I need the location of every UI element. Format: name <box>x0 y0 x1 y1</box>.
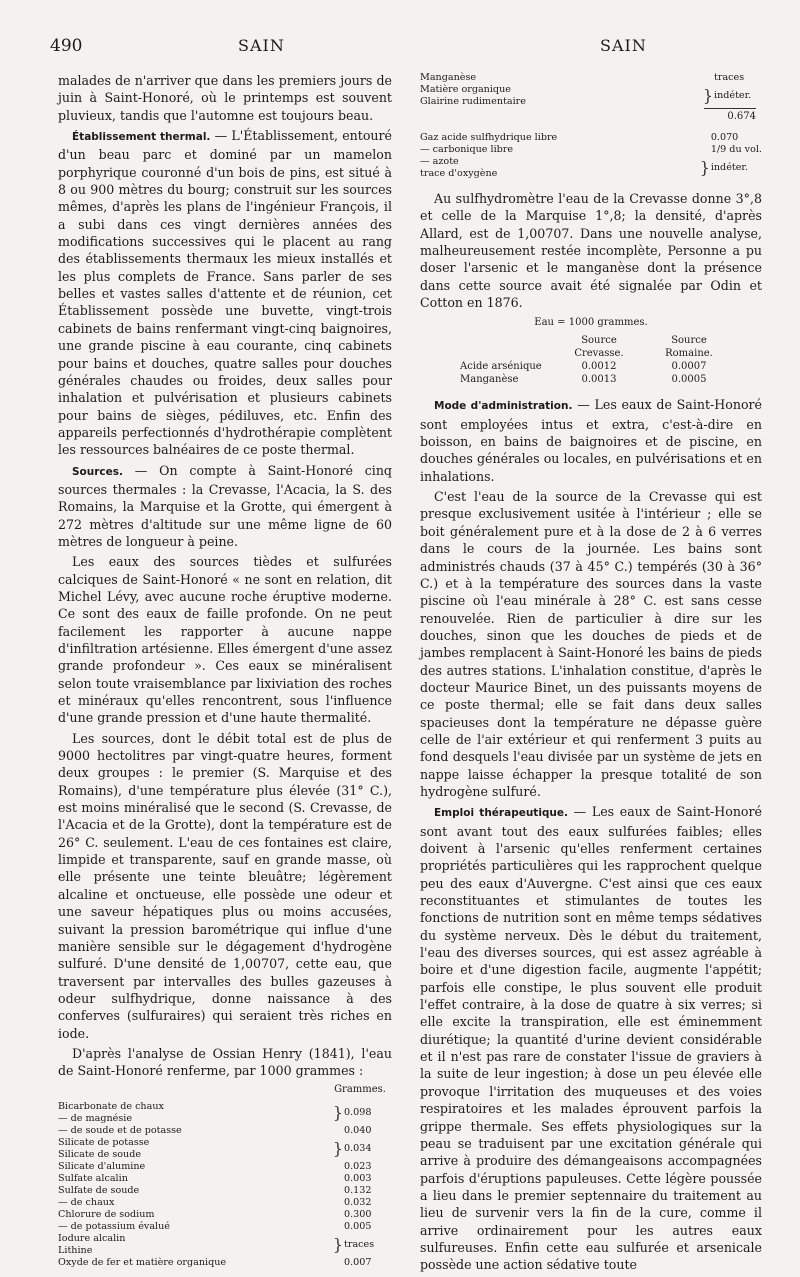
substance-value: 0.070 <box>710 132 739 143</box>
table-row <box>420 144 762 156</box>
text-etablissement: — L'Établissement, entouré d'un beau parc et dominé par un mamelon porphyrique couronné d'un bois de pins, est situé à 8 ou 900 mètres du bourg; construit sur les sources mêmes, d'après les plans de l'ingénieur François, il a subi dans ces vingt dernières années des modifications successives qui le placent au rang des établissements thermaux les mieux installés et les plus complets de France. Sans parler de ses belles et vastes salles d'attente et de réunion, cet Établissement possède une buvette, vingt-trois cabinets de bains renfermant vingt-cinq baignoires, une grande piscine à eau courante, cinq cabinets pour bains et douches, quatre salles pour douches générales chaudes ou froides, deux salles pour inhalation et pulvérisation et plusieurs cabinets pour bains de sièges, pédiluves, etc. Enfin des appareils perfectionnés d'hydrothérapie complètent les ressources balnéaires de ce poste thermal. <box>58 128 392 458</box>
eau-title: Eau = 1000 grammes. <box>534 317 648 329</box>
substance-value: 0.040 <box>344 1124 372 1136</box>
brace-mark <box>332 1257 344 1269</box>
table-row <box>58 1137 392 1149</box>
substance-value: 0.034 <box>344 1142 372 1154</box>
brace-mark: } <box>332 1234 344 1254</box>
brace-mark <box>332 1125 344 1137</box>
substance-name: Bicarbonate de chaux <box>58 1100 164 1112</box>
composition-table-continued <box>420 72 762 108</box>
substance-name: — de potassium évalué <box>58 1220 170 1232</box>
heading-sources: Sources. <box>72 465 124 478</box>
substance-value: 0.098 <box>344 1106 372 1118</box>
heading-emploi: Emploi thérapeutique. <box>434 807 569 820</box>
arsenic-table <box>460 334 738 386</box>
substance-value: 0.003 <box>344 1172 372 1184</box>
total-value: 0.674 <box>727 111 756 122</box>
table-cell: 0.0013 <box>581 374 617 386</box>
substance-name: Sulfate alcalin <box>58 1172 128 1184</box>
column-header: Source Romaine. <box>665 335 713 360</box>
table-cell: Acide arsénique <box>460 361 542 373</box>
substance-value: 1/9 du vol. <box>710 144 762 155</box>
right-column <box>420 72 762 1277</box>
paragraph-emploi <box>420 803 762 1273</box>
table-cell: Manganèse <box>460 374 519 386</box>
brace-mark <box>699 132 711 144</box>
paragraph-debit: Les sources, dont le débit total est de plus de 9000 hectolitres par vingt-quatre heures, forment deux groupes : le premier (S. Marquise et des Romains), d'une température plus élevée (31° C.), est moins minéralisé que le second (S. Crevasse, de l'Acacia et de la Grotte), dont la température est de 26° C. seulement. L'eau de ces fontaines est claire, limpide et transparente, sauf en grande masse, où elle présente une teinte bleuâtre; légèrement alcaline et onctueuse, elle possède une odeur et une saveur hépatiques plus ou moins accusées, suivant la pression barométrique qui influe d'une manière sensible sur le dégagement d'hydrogène sulfuré. D'une densité de 1,00707, cette eau, que traversent par intervalles des bulles gazeuses à odeur sulfhydrique, donne naissance à des conferves (sulfuraires) qui seraient très riches en iode. <box>58 730 392 1041</box>
substance-name: Manganèse <box>420 72 477 83</box>
brace-mark <box>332 1185 344 1197</box>
brace-mark <box>702 72 714 84</box>
substance-value: indéter. <box>714 90 752 101</box>
paragraph-sources <box>58 462 392 551</box>
text-emploi: — Les eaux de Saint-Honoré sont avant tout des eaux sulfurées faibles; elles doivent à l'arsenic qu'elles renferment certaines propriétés particulières qui les rapprochent quelque peu des eaux d'Auvergne. C'est ainsi que ces eaux reconstituantes et stimulantes de toutes les fonctions de nutrition sont en même temps sédatives du système nerveux. Dès le début du traitement, l'eau des diverses sources, qui est assez agréable à boire et d'une digestion facile, augmente l'appétit; parfois elle constipe, le plus souvent elle produit l'effet contraire, à la dose de quatre à six verres; si elle excite la transpiration, elle est éminemment diurétique; la quantité d'urine devient considérable et il n'est pas rare de constater l'issue de graviers à la suite de leur ingestion; à dose un peu élevée elle provoque l'irritation des muqueuses et des voies respiratoires et les malades éprouvent parfois la grippe thermale. Ses effets physiologiques sur la peau se traduisent par une excitation générale qui arrive à produire des démangeaisons accompagnées parfois d'éruptions papuleuses. Cette légère poussée a lieu dans le premier septennaire du traitement au lieu de survenir vers la fin de la cure, comme il arrive ordinairement pour les autres eaux sulfureuses. Enfin cette eau sulfurée et arsenicale possède une action sédative toute <box>420 804 762 1273</box>
table-cell: 0.0005 <box>671 374 707 386</box>
brace-mark: } <box>332 1102 344 1122</box>
heading-etablissement: Établissement thermal. <box>72 131 211 144</box>
running-head-left: SAIN <box>238 36 285 55</box>
table-row <box>58 1125 392 1137</box>
substance-value: indéter. <box>710 162 748 173</box>
paragraph-sulfhydrometre: Au sulfhydromètre l'eau de la Crevasse donne 3°,8 et celle de la Marquise 1°,8; la densité, d'après Allard, est de 1,00707. Dans une nouvelle analyse, malheureusement restée incomplète, Personne a pu doser l'arsenic et le manganèse dont la présence dans cette source avait été signalée par Odin et Cotton en 1876. <box>420 191 762 311</box>
paragraph-analyse: D'après l'analyse de Ossian Henry (1841), l'eau de Saint-Honoré renferme, par 1000 grammes : <box>58 1045 392 1079</box>
substance-value: traces <box>714 72 745 83</box>
substance-name: — de soude et de potasse <box>58 1124 182 1136</box>
table-row <box>420 132 762 144</box>
brace-mark <box>332 1197 344 1209</box>
column-header <box>460 334 558 360</box>
paragraph-eaux: Les eaux des sources tièdes et sulfurées calciques de Saint-Honoré « ne sont en relation, dit Michel Lévy, avec aucune roche éruptive moderne. Ce sont des eaux de faille profonde. On ne peut facilement les rapporter à aucune nappe d'infiltration artésienne. Elles émergent d'une assez grande profondeur ». Ces eaux se minéralisent selon toute vraisemblance par lixiviation des roches et minéraux qu'elles rencontrent, sous l'influence d'une grande pression et d'une haute thermalité. <box>58 554 392 726</box>
table-row <box>58 1209 392 1221</box>
substance-name: trace d'oxygène <box>420 168 498 179</box>
substance-name: Oxyde de fer et matière organique <box>58 1256 227 1268</box>
text-sources: — On compte à Saint-Honoré cinq sources thermales : la Crevasse, l'Acacia, la S. des Romains, la Marquise et la Grotte, qui émergent à 272 mètres d'altitude sur une même ligne de 60 mètres de longueur à peine. <box>58 462 392 549</box>
table-row <box>420 84 762 96</box>
heading-mode: Mode d'administration. <box>434 400 573 413</box>
brace-mark: } <box>332 1138 344 1158</box>
substance-name: — de chaux <box>58 1196 115 1208</box>
table-row <box>58 1161 392 1173</box>
brace-mark <box>699 144 711 156</box>
substance-value: 0.300 <box>344 1208 372 1220</box>
substance-name: Glairine rudimentaire <box>420 96 526 107</box>
substance-name: Gaz acide sulfhydrique libre <box>420 132 558 143</box>
table-row <box>58 1197 392 1209</box>
brace-mark <box>332 1161 344 1173</box>
table-row <box>58 1221 392 1233</box>
substance-name: — carbonique libre <box>420 144 514 155</box>
table-row <box>58 1185 392 1197</box>
table-header-row <box>460 334 738 360</box>
brace-mark: } <box>702 86 714 105</box>
substance-name: Lithine <box>58 1244 93 1256</box>
substance-value: 0.132 <box>344 1184 372 1196</box>
substance-name: — de magnésie <box>58 1112 132 1124</box>
table-row <box>58 1101 392 1113</box>
composition-table <box>58 1101 392 1269</box>
paragraph-intro: malades de n'arriver que dans les premiers jours de juin à Saint-Honoré, où le printemps est souvent pluvieux, tandis que l'automne est toujours beau. <box>58 73 392 123</box>
table-row <box>460 373 738 386</box>
substance-name: Silicate de potasse <box>58 1136 150 1148</box>
brace-mark <box>332 1209 344 1221</box>
left-column <box>58 72 392 1269</box>
substance-name: Matière organique <box>420 84 511 95</box>
substance-name: Silicate de soude <box>58 1148 142 1160</box>
substance-name: Chlorure de sodium <box>58 1208 155 1220</box>
table-row <box>420 156 762 168</box>
text-mode: — Les eaux de Saint-Honoré sont employées intus et extra, c'est-à-dire en boisson, en bains de baignoires et de piscine, en douches générales ou locales, en pulvérisations et en inhalations. <box>420 397 763 484</box>
substance-name: Iodure alcalin <box>58 1232 126 1244</box>
page-number: 490 <box>50 36 83 56</box>
table-row <box>58 1233 392 1245</box>
substance-value: traces <box>344 1238 375 1250</box>
substance-value: 0.005 <box>344 1220 372 1232</box>
substance-name: Sulfate de soude <box>58 1184 140 1196</box>
brace-mark <box>332 1221 344 1233</box>
table-cell: 0.0007 <box>671 361 707 373</box>
substance-value: 0.023 <box>344 1160 372 1172</box>
table-cell: 0.0012 <box>581 361 617 373</box>
running-head-right: SAIN <box>600 36 647 55</box>
paragraph-etablissement <box>58 127 392 459</box>
substance-value: 0.032 <box>344 1196 372 1208</box>
gas-table <box>420 132 762 180</box>
substance-name: — azote <box>420 156 459 167</box>
brace-mark: } <box>699 158 710 177</box>
brace-mark <box>332 1173 344 1185</box>
table-row <box>58 1173 392 1185</box>
page-header <box>0 36 800 60</box>
substance-name: Silicate d'alumine <box>58 1160 146 1172</box>
unit-label: Grammes. <box>334 1083 386 1095</box>
table-row <box>460 360 738 373</box>
table-row <box>420 72 762 84</box>
paragraph-crevasse: C'est l'eau de la source de la Crevasse qui est presque exclusivement usitée à l'intérieur ; elle se boit généralement pure et à la dose de 2 à 6 verres dans le cours de la journée. Les bains sont administrés chauds (37 à 45° C.) tempérés (30 à 36° C.) et à la température des sources dans la vaste piscine où l'eau minérale à 28° C. est sans cesse renouvelée. Rien de particulier à dire sur les douches, sinon que les douches de pieds et de jambes remplacent à Saint-Honoré les bains de pieds des autres stations. L'inhalation constitue, d'après le docteur Maurice Binet, un des puissants moyens de ce poste thermal; elle se fait dans deux salles spacieuses dont la température ne dépasse guère celle de l'air extérieur et qui renferment 3 puits au fond desquels l'eau divisée par un système de jets en nappe laisse échapper la presque totalité de son hydrogène sulfuré. <box>420 489 762 799</box>
paragraph-mode <box>420 396 762 485</box>
table-row <box>58 1257 392 1269</box>
total-rule <box>704 108 756 109</box>
column-header: Source Crevasse. <box>574 335 624 360</box>
substance-value: 0.007 <box>344 1256 372 1268</box>
